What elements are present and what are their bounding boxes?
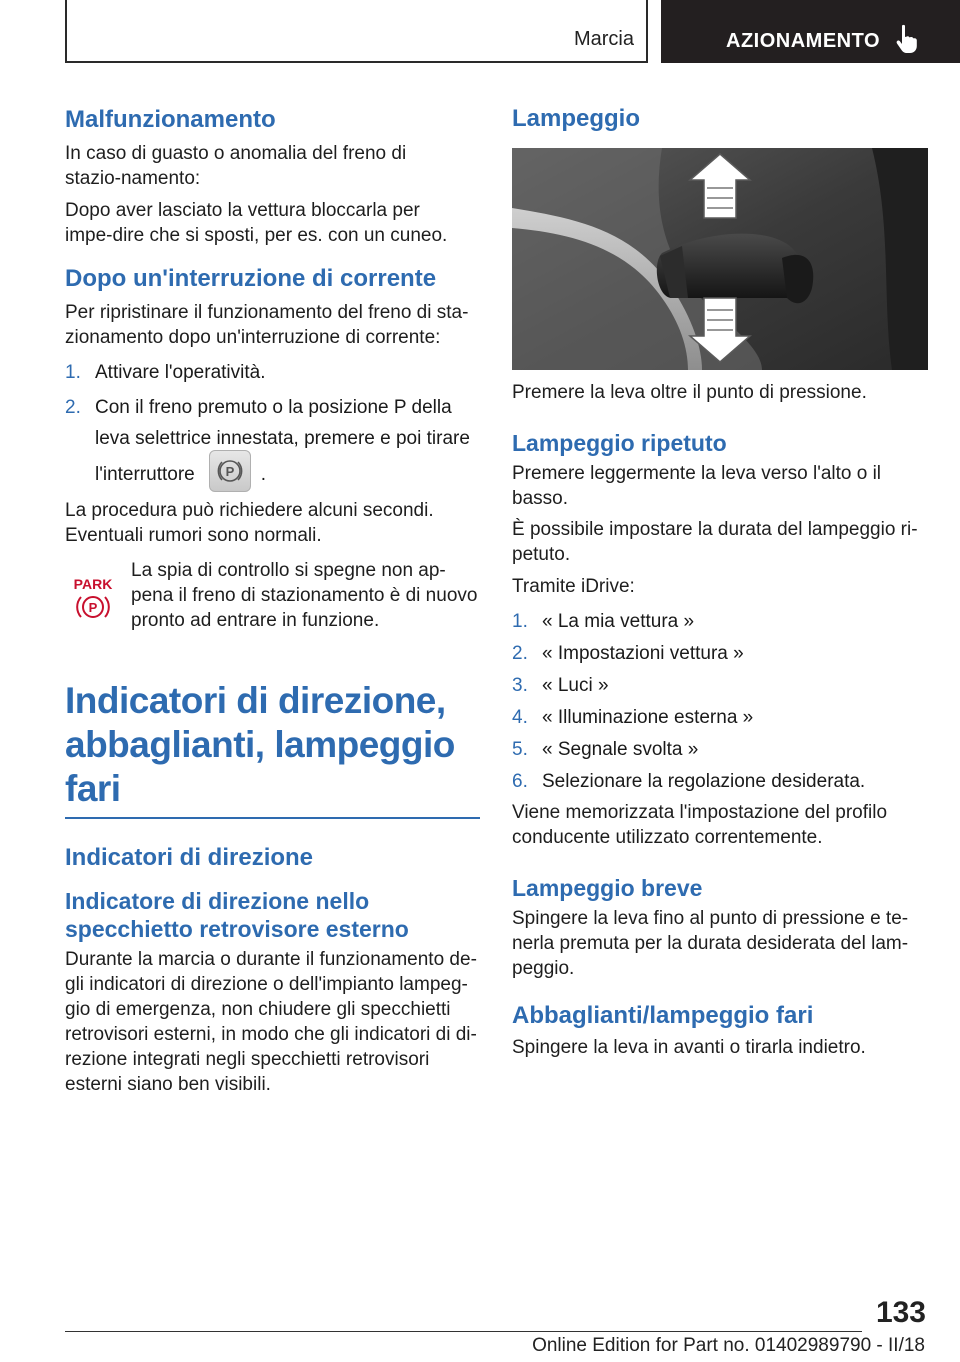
list-text: « Impostazioni vettura » bbox=[542, 643, 744, 664]
header-section-box bbox=[65, 0, 648, 63]
list-text: « Luci » bbox=[542, 675, 609, 696]
svg-text:P: P bbox=[88, 600, 98, 615]
power-loss-heading: Dopo un'interruzione di corrente bbox=[65, 265, 437, 292]
malfunction-paragraph-2: Dopo aver lasciato la vettura bloccarla per impe-dire che si sposti, per es. con un cuneo. bbox=[65, 200, 448, 246]
flash-caption: Premere la leva oltre il punto di pressione. bbox=[512, 382, 867, 403]
list-text: Con il freno premuto o la posizione P della leva selettrice innestata, premere e poi tirare l'interruttore bbox=[95, 397, 470, 486]
list-item bbox=[512, 737, 928, 762]
short-flash-paragraph: Spingere la leva fino al punto di pressione e te-nerla premuta per la durata desiderata del lam-peggio. bbox=[512, 908, 909, 979]
pointing-hand-icon bbox=[894, 24, 920, 54]
list-number: 3. bbox=[512, 675, 528, 696]
malfunction-paragraph-1: In caso di guasto o anomalia del freno di stazio-namento: bbox=[65, 143, 407, 189]
parking-brake-switch-icon bbox=[209, 450, 251, 492]
mirror-signal-paragraph: Durante la marcia o durante il funzionamento de-gli indicatori di direzione o dell'impianto lampeg-gio di emergenza, non chiudere gli specchietti retrovisori esterni, in modo che gli indicatori di di-rezione integrati negli specchietti retrovisori esterni siano ben visibili. bbox=[65, 949, 477, 1095]
list-number: 2. bbox=[65, 397, 81, 418]
list-item bbox=[512, 641, 928, 666]
list-number: 2. bbox=[512, 643, 528, 664]
header-section-title: Marcia bbox=[573, 28, 634, 50]
list-text: Selezionare la regolazione desiderata. bbox=[542, 771, 866, 792]
list-text-end: . bbox=[260, 464, 267, 486]
repeat-paragraph-1: Premere leggermente la leva verso l'alto o il basso. bbox=[512, 463, 882, 509]
mirror-signal-heading: Indicatore di direzione nello specchietto retrovisore esterno bbox=[65, 888, 409, 942]
list-text: « Illuminazione esterna » bbox=[542, 707, 754, 728]
left-column bbox=[65, 100, 480, 1097]
idrive-steps bbox=[512, 609, 928, 794]
list-text: « Segnale svolta » bbox=[542, 739, 699, 760]
repeat-paragraph-4: Viene memorizzata l'impostazione del profilo conducente utilizzato correntemente. bbox=[512, 802, 888, 848]
header-chapter-tab bbox=[661, 0, 960, 63]
flash-heading: Lampeggio bbox=[512, 105, 641, 132]
park-note bbox=[65, 558, 480, 633]
list-text: « La mia vettura » bbox=[542, 611, 695, 632]
short-flash-heading: Lampeggio breve bbox=[512, 875, 703, 901]
malfunction-heading: Malfunzionamento bbox=[65, 106, 276, 133]
power-loss-paragraph-2: La procedura può richiedere alcuni secondi. Eventuali rumori sono normali. bbox=[65, 500, 434, 546]
repeat-paragraph-3: Tramite iDrive: bbox=[512, 576, 635, 597]
list-number: 4. bbox=[512, 707, 528, 728]
park-icon-label: PARK bbox=[73, 576, 113, 592]
park-note-text: La spia di controllo si spegne non ap-pena il freno di stazionamento è di nuovo pronto ad entrare in funzione. bbox=[131, 560, 478, 631]
park-warning-icon bbox=[73, 570, 113, 630]
list-item bbox=[65, 392, 480, 496]
turn-signals-heading: Indicatori di direzione bbox=[65, 844, 314, 871]
footer-divider bbox=[65, 1331, 862, 1332]
high-beam-paragraph: Spingere la leva in avanti o tirarla indietro. bbox=[512, 1037, 866, 1058]
list-number: 6. bbox=[512, 771, 528, 792]
list-text: Attivare l'operatività. bbox=[95, 362, 266, 383]
list-item bbox=[512, 609, 928, 634]
right-column bbox=[512, 100, 928, 1060]
power-loss-paragraph-1: Per ripristinare il funzionamento del freno di sta-zionamento dopo un'interruzione di corrente: bbox=[65, 302, 469, 348]
page-number: 133 bbox=[875, 1296, 926, 1329]
list-number: 5. bbox=[512, 739, 528, 760]
list-item bbox=[512, 673, 928, 698]
repeat-flash-heading: Lampeggio ripetuto bbox=[512, 430, 727, 456]
footer-edition: Online Edition for Part no. 01402989790 - II/18 bbox=[532, 1335, 925, 1356]
chapter-heading: Indicatori di direzione, abbaglianti, lampeggio fari bbox=[65, 679, 480, 819]
list-item bbox=[512, 769, 928, 794]
header-chapter-title: AZIONAMENTO bbox=[726, 30, 881, 52]
list-number: 1. bbox=[65, 362, 81, 383]
svg-text:P: P bbox=[225, 464, 235, 479]
list-number: 1. bbox=[512, 611, 528, 632]
list-item bbox=[65, 360, 480, 385]
repeat-paragraph-2: È possibile impostare la durata del lampeggio ri-petuto. bbox=[512, 519, 918, 565]
lever-illustration bbox=[512, 148, 928, 370]
list-item bbox=[512, 705, 928, 730]
power-loss-steps bbox=[65, 360, 480, 496]
lever-photo bbox=[512, 148, 928, 370]
high-beam-heading: Abbaglianti/lampeggio fari bbox=[512, 1002, 814, 1029]
